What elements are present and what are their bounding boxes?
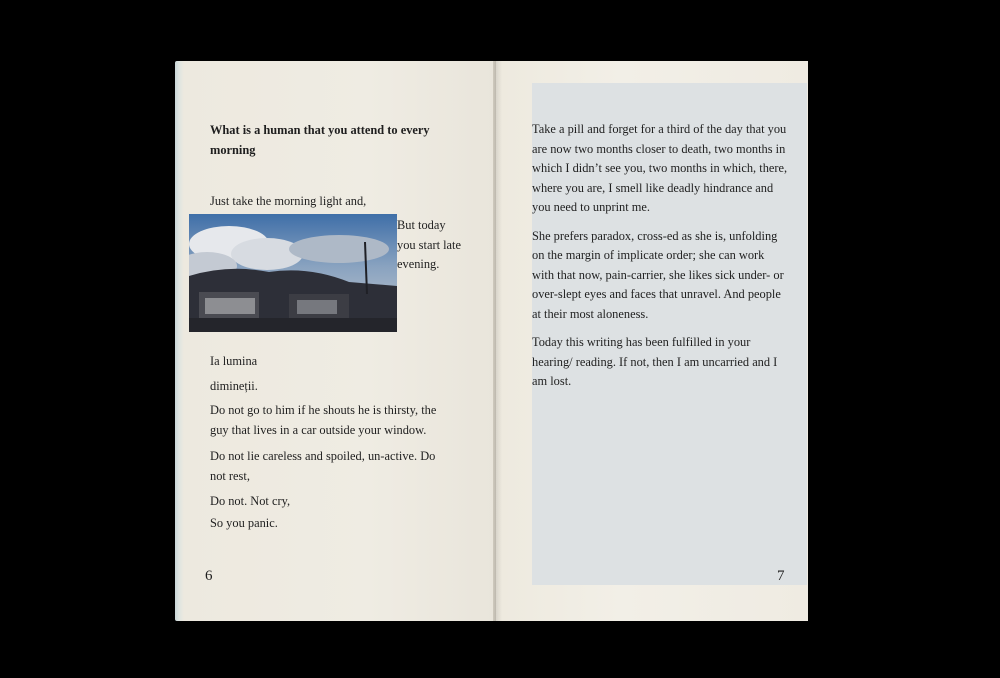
line-do-not-lie: Do not lie careless and spoiled, un-active. Do not rest, [210, 449, 436, 483]
paragraph-she-prefers: She prefers paradox, cross-ed as she is, unfolding on the margin of implicate order; she can work with that now, pain-carrier, she likes sick under- or over-slept eyes and faces that unravel. And people at their most aloneness. [532, 228, 784, 321]
line-do-not-go: Do not go to him if he shouts he is thirsty, the guy that lives in a car outside your window. [210, 403, 437, 437]
photograph-cloudy-sky [189, 214, 397, 332]
right-page-body [532, 120, 788, 401]
line-diminetii: dimineții. [210, 379, 258, 393]
page-number-right: 7 [777, 568, 785, 584]
paragraph-take-a-pill: Take a pill and forget for a third of the day that you are now two months closer to death, two months in which I didn’t see you, two months in which, there, where you are, I smell like deadly hindrance and you need to unprint me. [532, 122, 788, 214]
intro-line: Just take the morning light and, [210, 194, 367, 208]
line-ia-lumina: Ia lumina [210, 354, 258, 368]
line-so-you-panic: So you panic. [210, 516, 278, 530]
side-text: But today you start late evening. [397, 218, 461, 271]
right-page [496, 61, 808, 621]
line-do-not-cry: Do not. Not cry, [210, 494, 291, 508]
page-number-left: 6 [205, 568, 213, 584]
paragraph-today: Today this writing has been fulfilled in your hearing/ reading. If not, then I am uncarried and I am lost. [532, 335, 778, 388]
open-booklet [175, 61, 808, 621]
page-heading: What is a human that you attend to every morning [210, 123, 430, 157]
left-page [175, 61, 496, 621]
